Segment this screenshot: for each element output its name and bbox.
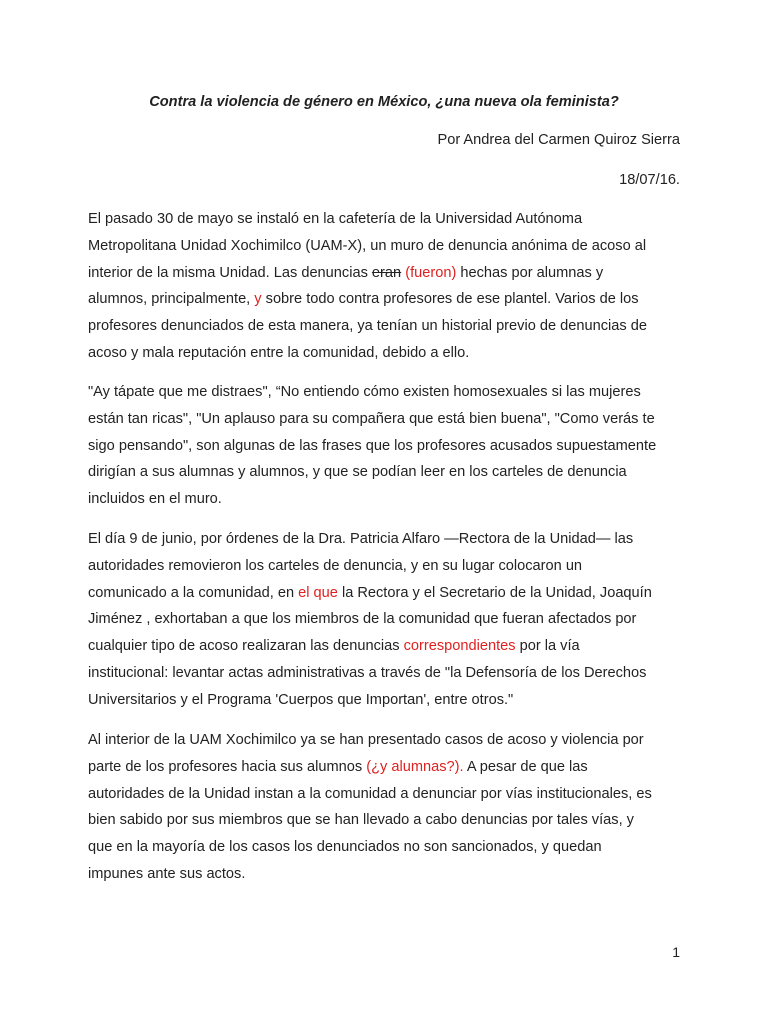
paragraph-line: institucional: levantar actas administrativas a través de "la Defensoría de los Derechos [88,664,647,681]
paragraph-line: incluidos en el muro. [88,491,222,508]
paragraph-2 [88,379,684,513]
date-line: 18/07/16. [619,172,680,188]
paragraph-line: Universitarios y el Programa 'Cuerpos que Importan', entre otros." [88,691,514,708]
text-segment: por la vía [515,638,580,655]
paragraph-line: dirigían a sus alumnas y alumnos, y que se podían leer en los carteles de denuncia [88,464,627,481]
correction-text: (fueron) [405,264,457,281]
paragraph-line: "Ay tápate que me distraes", “No entiendo cómo existen homosexuales si las mujeres [88,384,641,400]
paragraph-line: bien sabido por sus miembros que se han llevado a cabo denuncias por tales vías, y [88,812,634,829]
paragraph-line: Jiménez , exhortaban a que los miembros de la comunidad que fueran afectados por [88,611,637,628]
text-segment: hechas por alumnas y [456,264,604,281]
text-segment: parte de los profesores hacia sus alumnos [88,758,367,775]
paragraph-line: El pasado 30 de mayo se instaló en la cafetería de la Universidad Autónoma [88,211,583,227]
text-segment: alumnos, principalmente, [88,291,255,308]
paragraph-line: impunes ante sus actos. [88,865,246,882]
paragraph-line: El día 9 de junio, por órdenes de la Dra. Patricia Alfaro —Rectora de la Unidad— las [88,531,634,547]
paragraph-line [88,260,684,287]
correction-text: (¿y alumnas?). [366,758,464,775]
paragraph-line: Metropolitana Unidad Xochimilco (UAM-X), un muro de denuncia anónima de acoso al [88,237,647,254]
paragraph-line: Al interior de la UAM Xochimilco ya se han presentado casos de acoso y violencia por [88,732,644,748]
author-line: Por Andrea del Carmen Quiroz Sierra [437,132,680,148]
struck-word: eran [371,264,402,281]
document-title: Contra la violencia de género en México, ¿una nueva ola feminista? [149,94,619,110]
paragraph-line: acoso y mala reputación entre la comunidad, debido a ello. [88,344,470,361]
paragraph-line [88,633,684,660]
text-segment: interior de la misma Unidad. Las denuncias [88,264,372,281]
text-segment: comunicado a la comunidad, en [88,584,299,601]
paragraph-line [88,754,684,781]
paragraph-3 [88,526,684,714]
paragraph-4 [88,727,684,888]
correction-text: correspondientes [403,638,516,655]
paragraph-line: sigo pensando", son algunas de las frases que los profesores acusados supuestamente [88,437,657,454]
paragraph-line: están tan ricas", "Un aplauso para su compañera que está bien buena", "Como verás te [88,410,655,427]
paragraph-line: profesores denunciados de esta manera, ya tenían un historial previo de denuncias de [88,318,647,335]
paragraph-1 [88,206,684,367]
text-segment: cualquier tipo de acoso realizaran las denuncias [88,638,404,655]
paragraph-line [88,580,684,607]
text-segment: la Rectora y el Secretario de la Unidad, Joaquín [337,584,652,601]
paragraph-line: autoridades removieron los carteles de denuncia, y en su lugar colocaron un [88,557,583,574]
paragraph-line: que en la mayoría de los casos los denunciados no son sancionados, y quedan [88,839,602,856]
page-number: 1 [672,944,680,960]
text-segment: A pesar de que las [463,758,588,775]
correction-text: y [254,291,262,308]
paragraph-line: autoridades de la Unidad instan a la comunidad a denunciar por vías institucionales, es [88,785,652,802]
text-segment: sobre todo contra profesores de ese plantel. Varios de los [261,291,639,308]
paragraph-line [88,286,684,313]
correction-text: el que [298,584,338,601]
